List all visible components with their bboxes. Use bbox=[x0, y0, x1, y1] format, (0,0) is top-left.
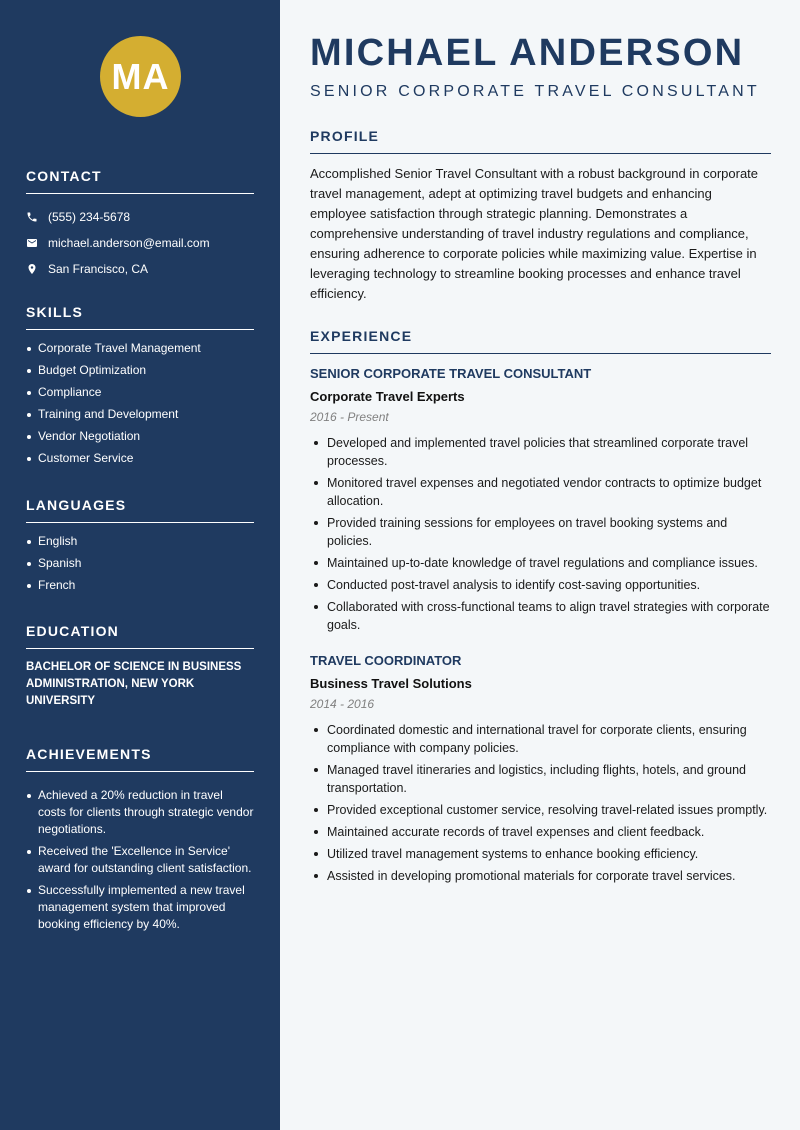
duty-item: Managed travel itineraries and logistics, including flights, hotels, and ground transportation. bbox=[310, 761, 771, 797]
duty-item: Utilized travel management systems to enhance booking efficiency. bbox=[310, 845, 771, 863]
duty-item: Maintained accurate records of travel expenses and client feedback. bbox=[310, 823, 771, 841]
duty-item: Collaborated with cross-functional teams to align travel strategies with corporate goals. bbox=[310, 598, 771, 634]
skill-item: Vendor Negotiation bbox=[26, 428, 254, 445]
job-dates: 2014 - 2016 bbox=[310, 697, 375, 711]
languages-list bbox=[26, 533, 254, 599]
job-title: SENIOR CORPORATE TRAVEL CONSULTANT bbox=[310, 366, 592, 381]
location-icon bbox=[26, 263, 48, 275]
location-text: San Francisco, CA bbox=[48, 262, 149, 276]
contact-list bbox=[26, 204, 254, 282]
skill-item: Compliance bbox=[26, 384, 254, 401]
experience-heading: EXPERIENCE bbox=[310, 328, 771, 354]
duty-item: Coordinated domestic and international travel for corporate clients, ensuring compliance with company policies. bbox=[310, 721, 771, 757]
candidate-name: MICHAEL ANDERSON bbox=[310, 32, 745, 74]
language-item: English bbox=[26, 533, 254, 550]
education-heading: EDUCATION bbox=[26, 623, 254, 649]
job-title: TRAVEL COORDINATOR bbox=[310, 653, 462, 668]
contact-phone bbox=[26, 204, 254, 230]
contact-heading: CONTACT bbox=[26, 168, 254, 194]
language-item: Spanish bbox=[26, 555, 254, 572]
phone-text: (555) 234-5678 bbox=[48, 210, 131, 224]
job-company: Corporate Travel Experts bbox=[310, 389, 465, 404]
skills-heading: SKILLS bbox=[26, 304, 254, 330]
job-duties bbox=[310, 434, 771, 638]
achievement-item: Achieved a 20% reduction in travel costs for clients through strategic vendor negotiations. bbox=[26, 787, 254, 838]
job-dates: 2016 - Present bbox=[310, 410, 389, 424]
achievements-heading: ACHIEVEMENTS bbox=[26, 746, 254, 772]
job-company: Business Travel Solutions bbox=[310, 676, 472, 691]
duty-item: Assisted in developing promotional materials for corporate travel services. bbox=[310, 867, 771, 885]
duty-item: Maintained up-to-date knowledge of travel regulations and compliance issues. bbox=[310, 554, 771, 572]
duty-item: Provided training sessions for employees on travel booking systems and policies. bbox=[310, 514, 771, 550]
skills-list bbox=[26, 340, 254, 472]
skill-item: Customer Service bbox=[26, 450, 254, 467]
skill-item: Training and Development bbox=[26, 406, 254, 423]
skill-item: Budget Optimization bbox=[26, 362, 254, 379]
email-icon bbox=[26, 237, 48, 249]
skill-item: Corporate Travel Management bbox=[26, 340, 254, 357]
profile-text: Accomplished Senior Travel Consultant with a robust background in corporate travel management, adept at optimizing travel budgets and enhancing employee satisfaction through strategic planning. Demonstrates a comprehensive understanding of travel industry regulations and compliance, ensuring adherence to corporate policies while maximizing value. Expertise in leveraging technology to streamline booking processes and enhance travel efficiency. bbox=[310, 166, 759, 301]
avatar: MA bbox=[100, 36, 181, 117]
email-text: michael.anderson@email.com bbox=[48, 236, 210, 250]
job-duties bbox=[310, 721, 771, 889]
contact-email bbox=[26, 230, 254, 256]
duty-item: Monitored travel expenses and negotiated vendor contracts to optimize budget allocation. bbox=[310, 474, 771, 510]
education-degree: BACHELOR OF SCIENCE IN BUSINESS ADMINISTRATION, NEW YORK UNIVERSITY bbox=[26, 661, 242, 707]
phone-icon bbox=[26, 211, 48, 223]
languages-heading: LANGUAGES bbox=[26, 497, 254, 523]
achievements-list bbox=[26, 787, 254, 938]
achievement-item: Successfully implemented a new travel management system that improved booking efficiency by 40%. bbox=[26, 882, 254, 933]
duty-item: Provided exceptional customer service, resolving travel-related issues promptly. bbox=[310, 801, 771, 819]
duty-item: Developed and implemented travel policies that streamlined corporate travel processes. bbox=[310, 434, 771, 470]
profile-heading: PROFILE bbox=[310, 128, 771, 154]
sidebar bbox=[0, 0, 280, 1130]
language-item: French bbox=[26, 577, 254, 594]
achievement-item: Received the 'Excellence in Service' award for outstanding client satisfaction. bbox=[26, 843, 254, 877]
duty-item: Conducted post-travel analysis to identify cost-saving opportunities. bbox=[310, 576, 771, 594]
candidate-title: SENIOR CORPORATE TRAVEL CONSULTANT bbox=[310, 83, 760, 100]
contact-location bbox=[26, 256, 254, 282]
